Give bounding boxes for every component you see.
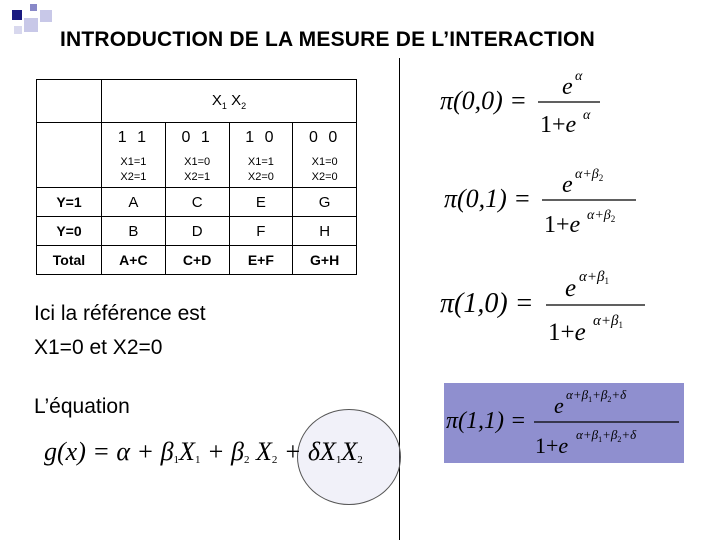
table-cell: G+H — [293, 246, 357, 275]
reference-note — [34, 297, 206, 365]
svg-text:α+β1: $\alpha+\beta_1$ — [579, 269, 609, 286]
table-cell: G — [293, 188, 357, 217]
row-label: Y=1 — [37, 188, 102, 217]
svg-text:e: e — [554, 393, 564, 418]
svg-text:1+e: 1+e — [544, 212, 581, 238]
table-cell: H — [293, 217, 357, 246]
table-cell: A — [102, 188, 166, 217]
corner-square-light — [24, 18, 38, 32]
svg-text:π(0,1) =: π(0,1) = — [444, 184, 531, 213]
svg-text:π(0,0) =: π(0,0) = — [440, 86, 527, 115]
svg-text:g(x) = α + β1X1 + β2 X2 + δX1X: g(x) = α + β1X1 + β2 X2 + δX1X2 — [44, 437, 363, 466]
table-cell: B — [102, 217, 166, 246]
formula-pi-00 — [440, 62, 610, 142]
svg-text:π(1,1) =: π(1,1) = — [446, 408, 527, 434]
table-cell: F — [229, 217, 293, 246]
column-line: X2=0 — [311, 171, 338, 183]
svg-text:e: e — [562, 74, 573, 100]
column-line: X1=1 — [120, 156, 147, 168]
column-code: 0 0 — [293, 123, 357, 154]
page-title: INTRODUCTION DE LA MESURE DE L’INTERACTION — [60, 28, 595, 51]
corner-square-light — [40, 10, 52, 22]
corner-square-dark — [30, 4, 37, 11]
svg-text:π(1,0) =: π(1,0) = — [440, 288, 534, 319]
column-description — [102, 153, 166, 188]
column-line: X2=0 — [247, 171, 274, 183]
column-line: X2=1 — [120, 171, 147, 183]
column-code: 1 1 — [102, 123, 166, 154]
logit-equation — [44, 432, 404, 472]
equation-label: L’équation — [34, 395, 130, 418]
svg-text:α+β2: $\alpha+\beta_2$ — [575, 167, 604, 183]
svg-text:α: α — [583, 108, 591, 123]
column-line: X2=1 — [184, 171, 211, 183]
svg-text:α+β2: $\alpha+\beta_2$ — [587, 208, 616, 224]
table-cell: D — [165, 217, 229, 246]
column-code: 0 1 — [165, 123, 229, 154]
column-line: X1=1 — [247, 156, 274, 168]
note-line: X1=0 et X2=0 — [34, 336, 163, 359]
svg-text:α+β1+β2+δ: $\alpha+\beta_1+\beta_2+\delta$ — [576, 427, 637, 444]
svg-text:1+e: 1+e — [540, 112, 577, 138]
table-cell: E — [229, 188, 293, 217]
table-cell: C — [165, 188, 229, 217]
column-line: X1=0 — [311, 156, 338, 168]
svg-text:e: e — [562, 172, 573, 198]
contingency-table — [36, 79, 357, 275]
column-code: 1 0 — [229, 123, 293, 154]
table-cell: E+F — [229, 246, 293, 275]
row-label: Total — [37, 246, 102, 275]
formula-pi-11 — [446, 383, 684, 463]
column-description — [165, 153, 229, 188]
formula-pi-10 — [440, 262, 650, 350]
corner-square-light — [14, 26, 22, 34]
row-label: Y=0 — [37, 217, 102, 246]
note-line: Ici la référence est — [34, 302, 206, 325]
table-corner-cell — [37, 80, 102, 123]
column-line: X1=0 — [184, 156, 211, 168]
column-description — [293, 153, 357, 188]
svg-text:e: e — [565, 275, 577, 302]
table-cell: C+D — [165, 246, 229, 275]
svg-text:1+e: 1+e — [535, 433, 569, 458]
svg-text:α+β1+β2+δ: $\alpha+\beta_1+\beta_2+\delta$ — [566, 387, 627, 404]
svg-text:1+e: 1+e — [548, 319, 586, 346]
svg-text:α+β1: $\alpha+\beta_1$ — [593, 313, 623, 330]
corner-square-dark — [12, 10, 22, 20]
svg-text:α: α — [575, 69, 583, 84]
formula-pi-01 — [444, 160, 644, 242]
table-cell: A+C — [102, 246, 166, 275]
table-header-x1x2: $X_1$ $X_2$ — [102, 80, 357, 123]
table-empty-cell — [37, 123, 102, 188]
column-description — [229, 153, 293, 188]
